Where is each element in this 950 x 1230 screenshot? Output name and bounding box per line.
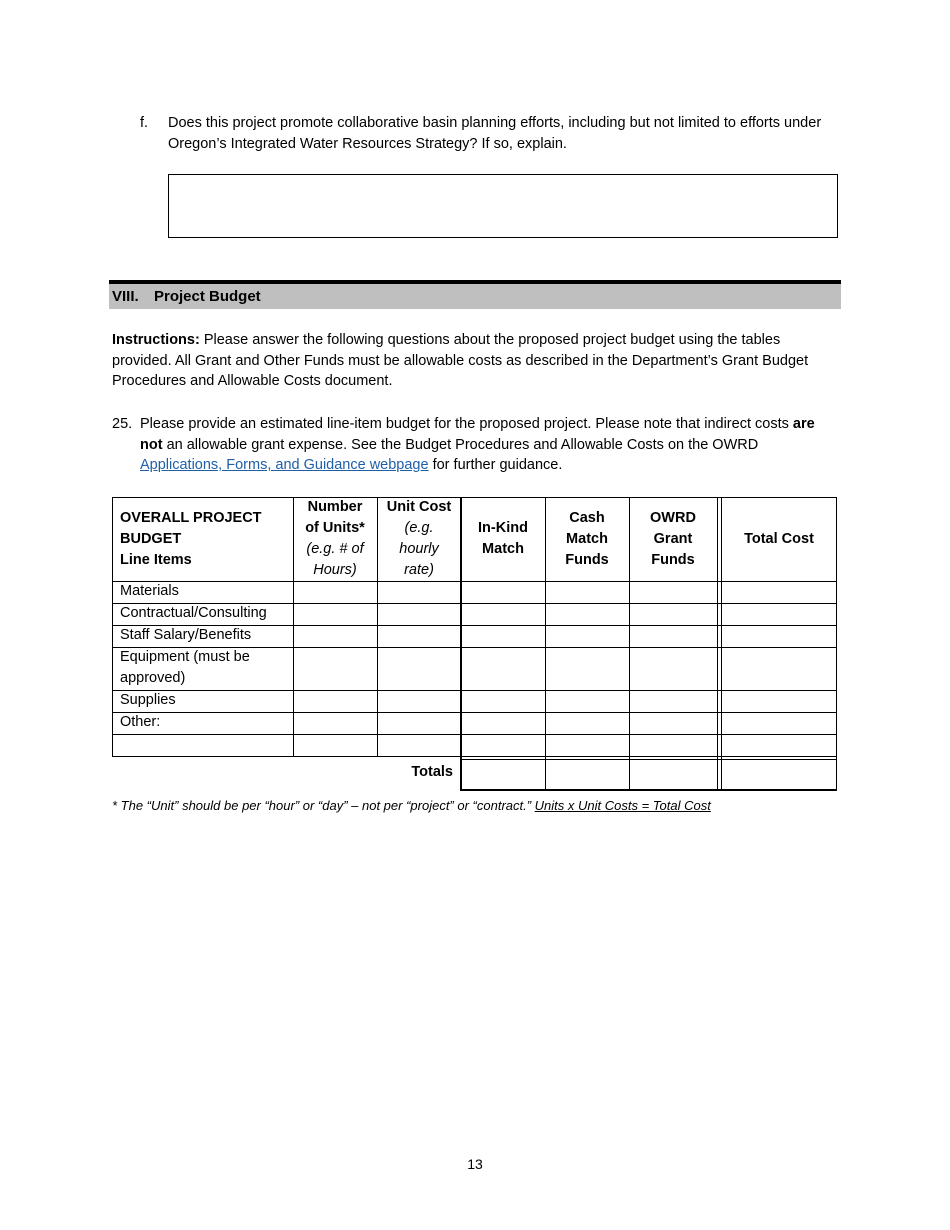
header-cash-2: Match [566, 530, 608, 547]
grid-line [629, 497, 630, 791]
row-equipment-line-1: Equipment (must be [120, 649, 250, 665]
row-equipment [112, 647, 293, 689]
grid-line [377, 497, 378, 757]
grid-line [112, 581, 837, 582]
totals-label: Totals [411, 764, 453, 780]
grid-line [461, 756, 837, 757]
row-equipment-line-2: approved) [120, 670, 186, 686]
page-number: 13 [467, 1156, 483, 1172]
grid-line [112, 497, 837, 498]
header-unit-cost [377, 497, 461, 581]
header-unit-cost-3: hourly [399, 541, 439, 557]
question-f-answer-box[interactable] [168, 174, 838, 238]
header-in-kind-2: Match [482, 541, 524, 557]
instructions-text: Please answer the following questions about the proposed project budget using the tables provided. All Grant and Other Funds must be allowable costs as described in the Department’s Grant Budget Procedures and Allowable Costs document. [112, 332, 809, 389]
grid-line [461, 759, 837, 760]
header-cash-match [545, 497, 629, 581]
grid-line [545, 497, 546, 791]
row-other: Other: [120, 714, 161, 730]
header-owrd-1: OWRD [650, 509, 696, 526]
question-25-part3: for further guidance. [428, 457, 563, 473]
question-25-emphasis: are not [140, 416, 815, 453]
grid-line [112, 734, 837, 735]
grid-line [112, 712, 837, 713]
header-line-items-3: Line Items [120, 551, 192, 568]
budget-footnote [112, 796, 842, 817]
question-f [140, 113, 830, 154]
footnote-text: * The “Unit” should be per “hour” or “day” – not per “project” or “contract.” [112, 798, 535, 813]
footnote-formula: Units x Unit Costs = Total Cost [534, 798, 711, 813]
section-header [109, 284, 841, 309]
header-total-cost [721, 497, 837, 581]
grid-line [836, 497, 837, 791]
header-owrd-2: Grant [653, 530, 693, 547]
question-25 [112, 414, 837, 476]
header-units-4: Hours) [313, 562, 357, 578]
header-units-2: of Units* [305, 520, 365, 536]
header-cash-1: Cash [569, 509, 605, 526]
instructions-paragraph [112, 330, 837, 392]
question-25-text [140, 414, 837, 476]
question-25-part2: an allowable grant expense. See the Budget Procedures and Allowable Costs on the OWRD [162, 436, 759, 453]
header-units-3: (e.g. # of [306, 541, 364, 557]
header-line-items-1: OVERALL PROJECT [120, 509, 262, 526]
guidance-webpage-link[interactable]: Applications, Forms, and Guidance webpage [140, 457, 429, 473]
instructions-label: Instructions: [112, 332, 200, 348]
grid-line [112, 690, 837, 691]
header-in-kind-match [461, 497, 545, 581]
question-f-text: Does this project promote collaborative basin planning efforts, including but not limited to efforts under Oregon’s Integrated Water Resources Strategy? If so, explain. [168, 115, 822, 152]
row-contractual: Contractual/Consulting [120, 605, 267, 621]
section-title: Project Budget [154, 288, 261, 305]
question-25-number: 25. [112, 416, 133, 432]
header-total-cost-text: Total Cost [744, 530, 814, 547]
header-owrd-grant [629, 497, 717, 581]
grid-line [461, 789, 837, 791]
header-line-items [112, 497, 293, 581]
header-unit-cost-4: rate) [404, 562, 434, 578]
grid-line [112, 497, 113, 757]
row-materials: Materials [120, 583, 179, 599]
grid-line [717, 497, 718, 791]
header-units-1: Number [307, 499, 363, 515]
header-cash-3: Funds [565, 551, 609, 568]
grid-line [293, 497, 294, 757]
grid-line [112, 647, 837, 648]
row-supplies: Supplies [120, 692, 176, 708]
grid-line [460, 497, 462, 791]
header-number-of-units [293, 497, 377, 581]
header-line-items-2: BUDGET [120, 530, 182, 547]
budget-table [112, 497, 837, 791]
question-f-letter: f. [140, 115, 149, 131]
section-number: VIII. [112, 288, 139, 305]
header-owrd-3: Funds [651, 551, 695, 568]
question-25-part1: Please provide an estimated line-item budget for the proposed project. Please note that indirect costs [140, 416, 793, 432]
grid-line [112, 603, 837, 604]
header-unit-cost-2: (e.g. [404, 520, 434, 536]
row-staff-salary: Staff Salary/Benefits [120, 627, 252, 643]
grid-line [112, 625, 837, 626]
header-unit-cost-1: Unit Cost [386, 499, 452, 515]
grid-line [112, 756, 461, 757]
grid-line [721, 497, 722, 791]
header-in-kind-1: In-Kind [478, 520, 528, 536]
